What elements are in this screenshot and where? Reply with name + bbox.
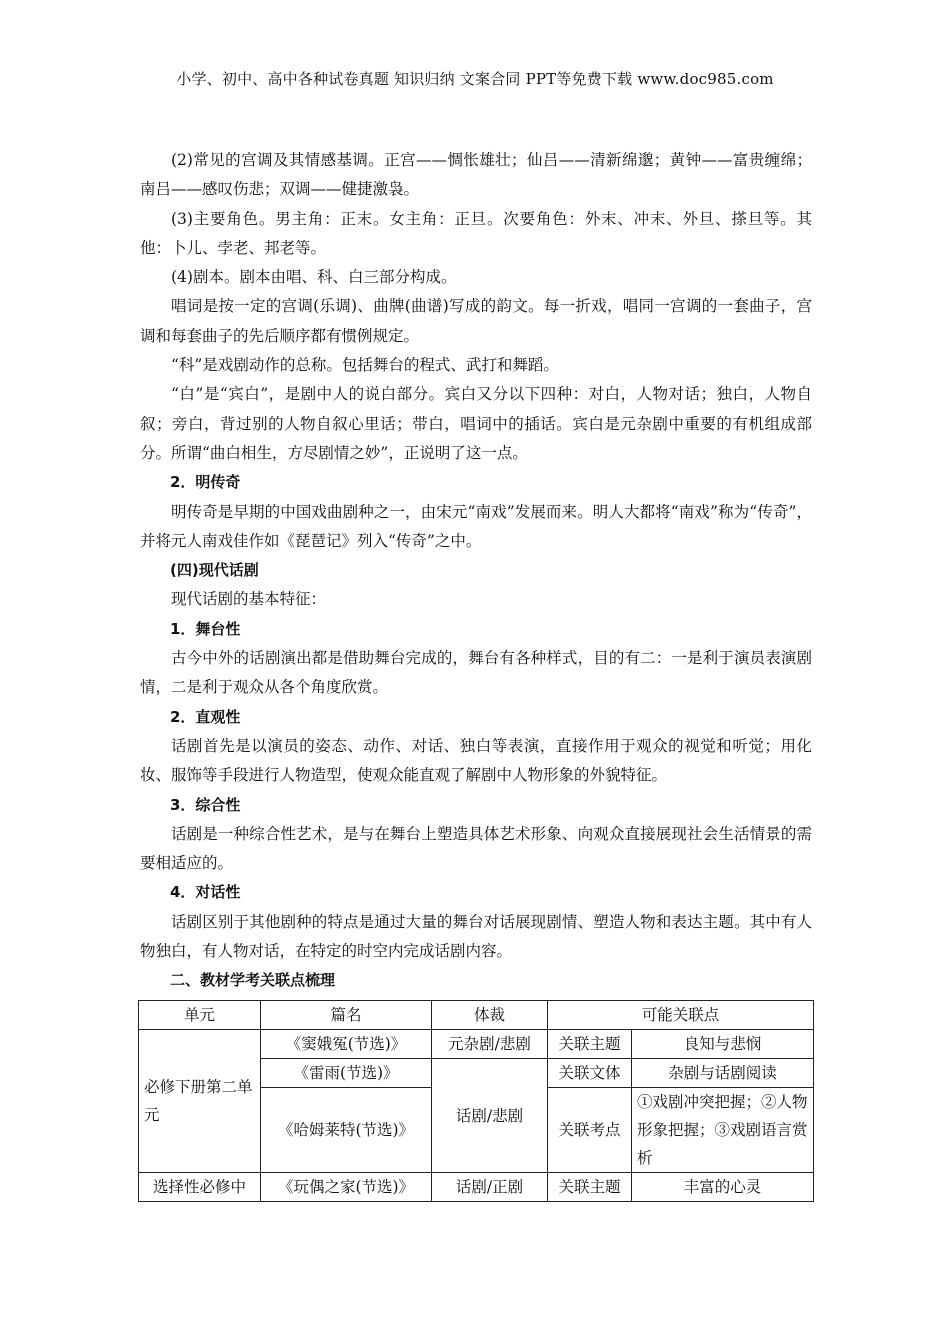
header-title: 篇名 [261, 1001, 432, 1030]
section-heading: 二、教材学考关联点梳理 [170, 971, 336, 990]
paragraph: “白”是“宾白”，是剧中人的说白部分。宾白又分以下四种：对白，人物对话；独白，人物自叙；旁白，背过别的人物自叙心里话；带白，唱词中的插话。宾白是元杂剧中重要的有机组成部分。所谓“曲白相生，方尽剧情之妙”，正说明了这一点。 [140, 385, 812, 462]
title-cell: 《玩偶之家(节选)》 [261, 1173, 432, 1202]
paragraph: 唱词是按一定的宫调(乐调)、曲牌(曲谱)写成的韵文。每一折戏，唱同一宫调的一套曲子，宫调和每套曲子的先后顺序都有惯例规定。 [140, 297, 812, 345]
relation-value-cell: 杂剧与话剧阅读 [632, 1059, 814, 1088]
paragraph: “科”是戏剧动作的总称。包括舞台的程式、武打和舞蹈。 [171, 356, 559, 375]
page-header: 小学、初中、高中各种试卷真题 知识归纳 文案合同 PPT等免费下载 www.doc985.com [176, 70, 774, 88]
relation-value-cell: 良知与悲悯 [632, 1030, 814, 1059]
paragraph: 明传奇是早期的中国戏曲剧种之一，由宋元“南戏”发展而来。明人大都将“南戏”称为“传奇”，并将元人南戏佳作如《琵琶记》列入“传奇”之中。 [140, 502, 812, 550]
paragraph: 话剧是一种综合性艺术，是与在舞台上塑造具体艺术形象、向观众直接展现社会生活情景的需要相适应的。 [140, 824, 812, 873]
section-heading: (四)现代话剧 [170, 561, 259, 580]
table-row [139, 1030, 814, 1059]
unit-cell: 必修下册第二单元 [139, 1030, 261, 1173]
paragraph: (2)常见的宫调及其情感基调。正宫——惆怅雄壮；仙吕——清新绵邈；黄钟——富贵缠绵；南吕——感叹伤悲；双调——健捷激袅。 [140, 151, 812, 199]
relation-table [138, 1000, 814, 1202]
relation-value-cell: ①戏剧冲突把握；②人物形象把握；③戏剧语言赏析 [632, 1088, 814, 1173]
relation-key-cell: 关联主题 [548, 1173, 632, 1202]
genre-cell: 话剧/正剧 [432, 1173, 548, 1202]
paragraph: 话剧首先是以演员的姿态、动作、对话、独白等表演，直接作用于观众的视觉和听觉；用化妆、服饰等手段进行人物造型，使观众能直观了解剧中人物形象的外貌特征。 [140, 736, 812, 785]
section-heading: 2．直观性 [170, 707, 241, 726]
paragraph: (3)主要角色。男主角：正末。女主角：正旦。次要角色：外末、冲末、外旦、搽旦等。其他：卜儿、孛老、邦老等。 [140, 209, 812, 257]
genre-cell: 话剧/悲剧 [432, 1059, 548, 1173]
document-body [140, 146, 812, 996]
header-unit: 单元 [139, 1001, 261, 1030]
section-heading: 2．明传奇 [170, 473, 241, 492]
header-points: 可能关联点 [548, 1001, 814, 1030]
relation-key-cell: 关联主题 [548, 1030, 632, 1059]
header-genre: 体裁 [432, 1001, 548, 1030]
section-heading: 1．舞台性 [170, 619, 241, 638]
relation-key-cell: 关联考点 [548, 1088, 632, 1173]
paragraph: (4)剧本。剧本由唱、科、白三部分构成。 [171, 268, 457, 287]
unit-cell: 选择性必修中 [139, 1173, 261, 1202]
relation-key-cell: 关联文体 [548, 1059, 632, 1088]
title-cell: 《哈姆莱特(节选)》 [261, 1088, 432, 1173]
relation-value-cell: 丰富的心灵 [632, 1173, 814, 1202]
title-cell: 《窦娥冤(节选)》 [261, 1030, 432, 1059]
table-header-row [139, 1001, 814, 1030]
table-row [139, 1173, 814, 1202]
title-cell: 《雷雨(节选)》 [261, 1059, 432, 1088]
paragraph: 古今中外的话剧演出都是借助舞台完成的，舞台有各种样式，目的有二：一是利于演员表演剧情，二是利于观众从各个角度欣赏。 [140, 649, 812, 697]
section-heading: 4．对话性 [170, 883, 241, 902]
genre-cell: 元杂剧/悲剧 [432, 1030, 548, 1059]
paragraph: 话剧区别于其他剧种的特点是通过大量的舞台对话展现剧情、塑造人物和表达主题。其中有人物独白，有人物对话，在特定的时空内完成话剧内容。 [140, 912, 812, 961]
paragraph: 现代话剧的基本特征： [171, 590, 327, 609]
section-heading: 3．综合性 [170, 795, 241, 814]
